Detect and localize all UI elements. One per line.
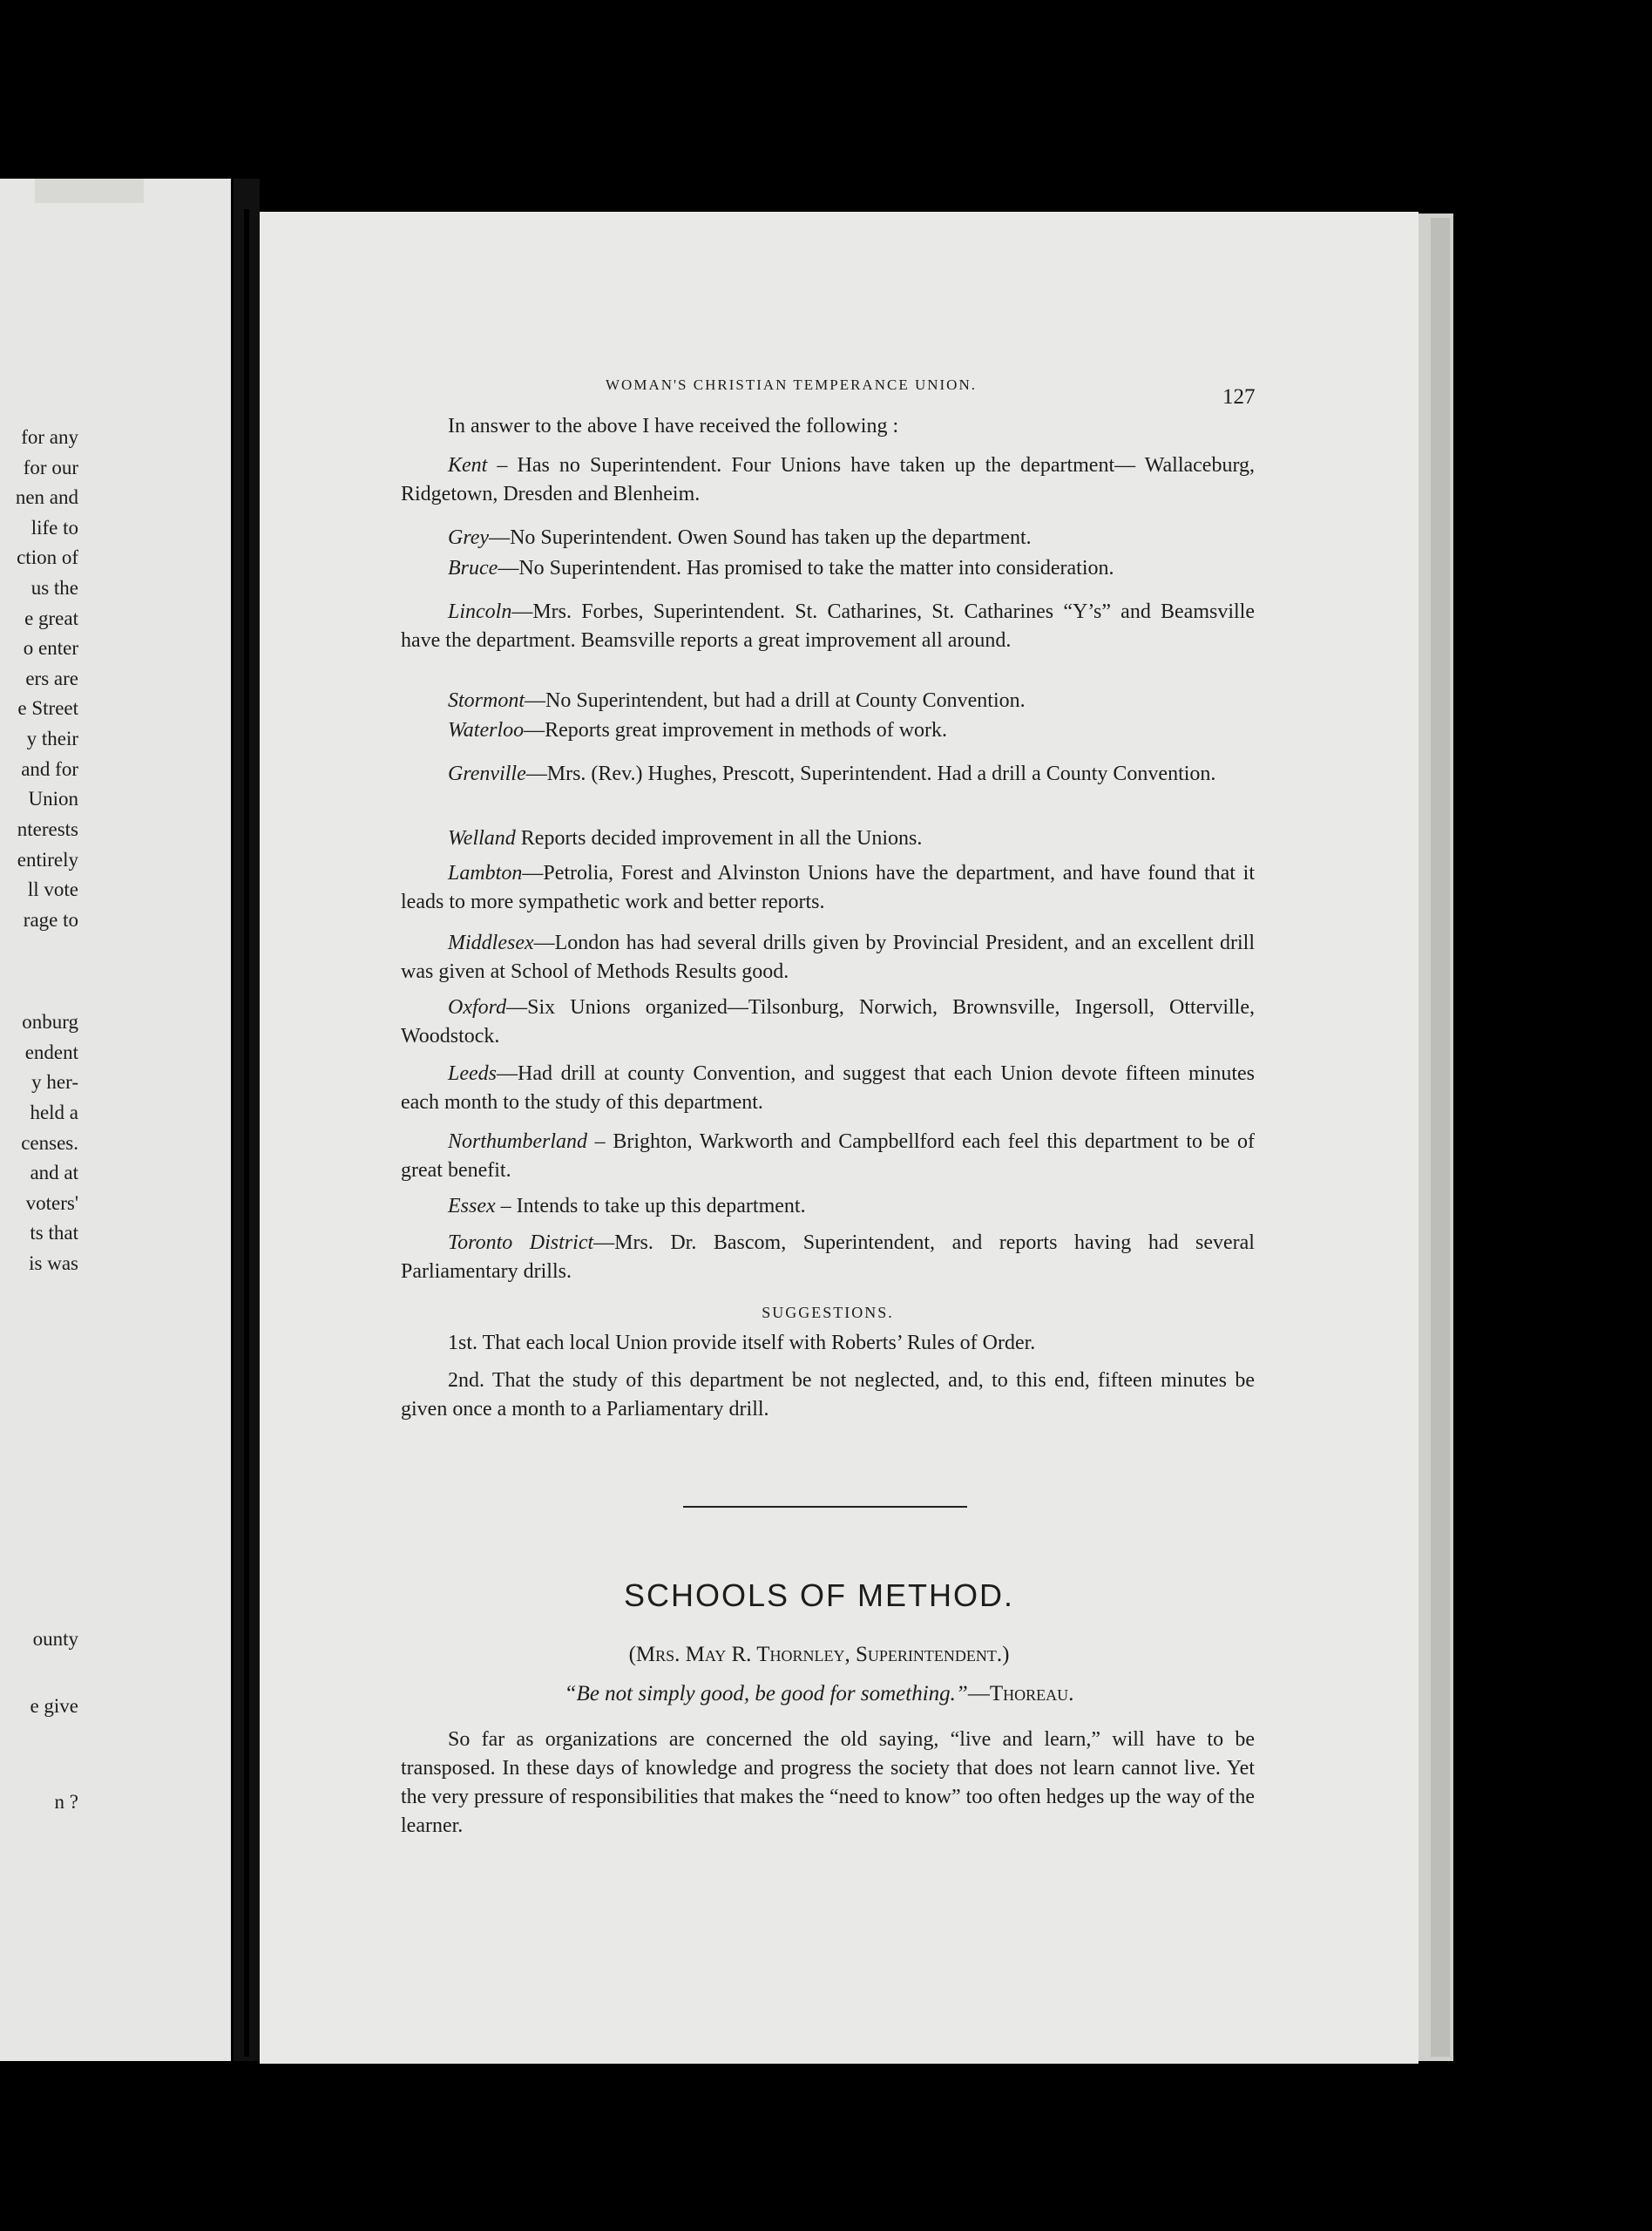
report-text: —No Superintendent, but had a drill at County Convention. bbox=[525, 689, 1026, 712]
report-text: – Intends to take up this department. bbox=[495, 1195, 806, 1217]
county-report bbox=[401, 598, 1255, 655]
left-page-line: for our bbox=[23, 457, 78, 478]
epigraph-author: —Thoreau. bbox=[967, 1682, 1074, 1705]
left-page-line: nen and bbox=[15, 486, 78, 508]
county-report bbox=[401, 993, 1255, 1051]
left-page-line: ction of bbox=[17, 546, 78, 568]
left-page-line: onburg bbox=[22, 1011, 78, 1033]
suggestion-text: That the study of this department be not neglected, and, to this end, fifteen minutes be given once a month to a Parliamentary drill. bbox=[401, 1369, 1255, 1421]
epigraph bbox=[401, 1682, 1237, 1706]
left-page-line: ounty bbox=[32, 1628, 78, 1650]
county-name: Lincoln bbox=[448, 600, 512, 623]
left-page-line: e great bbox=[24, 607, 78, 629]
suggestion-item bbox=[401, 1366, 1255, 1424]
section-title: SCHOOLS OF METHOD. bbox=[623, 1577, 1015, 1613]
county-name: Bruce bbox=[448, 557, 498, 580]
county-name: Essex bbox=[448, 1195, 496, 1217]
county-name: Grey bbox=[448, 526, 490, 549]
left-page-line: endent bbox=[24, 1041, 78, 1063]
right-page-edge-shadow bbox=[1431, 218, 1450, 2057]
suggestions-heading-wrap bbox=[401, 1299, 1255, 1327]
body-paragraph: So far as organizations are concerned the old saying, “live and learn,” will have to be transposed. In these days of knowledge and progress the society that does not learn cannot live. Yet the very pressure of responsibilities that makes the “need to know” too often hedges up the way of the learner. bbox=[401, 1728, 1255, 1837]
county-name: Leeds bbox=[448, 1062, 497, 1085]
suggestion-text: That each local Union provide itself with Roberts’ Rules of Order. bbox=[477, 1332, 1036, 1354]
suggestion-number: 1st. bbox=[448, 1332, 478, 1354]
left-page-line: ers are bbox=[25, 668, 78, 689]
county-name: Waterloo bbox=[448, 719, 525, 742]
suggestions-heading: SUGGESTIONS. bbox=[762, 1304, 894, 1321]
county-report bbox=[401, 1060, 1255, 1117]
left-page-line: e give bbox=[30, 1695, 78, 1717]
suggestion-item bbox=[401, 1329, 1255, 1358]
report-text: —London has had several drills given by Provincial President, and an excellent drill was given at School of Methods Results good. bbox=[401, 932, 1255, 983]
left-page-line: for any bbox=[21, 426, 78, 448]
left-page-line: rage to bbox=[23, 909, 78, 931]
left-page-line: and at bbox=[30, 1162, 78, 1183]
left-page-line: n ? bbox=[54, 1791, 78, 1813]
left-page-line: e Street bbox=[17, 697, 78, 719]
left-page-line: held a bbox=[30, 1102, 78, 1123]
report-text: —Reports great improvement in methods of work. bbox=[524, 719, 948, 742]
report-text: —Mrs. Forbes, Superintendent. St. Catharines, St. Catharines “Y’s” and Beamsville have the department. Beamsville reports a great improvement all around. bbox=[401, 600, 1255, 652]
county-report bbox=[401, 1192, 1255, 1221]
gutter-line bbox=[244, 209, 249, 2057]
county-report bbox=[401, 1229, 1255, 1286]
county-report bbox=[401, 824, 1255, 853]
county-name: Middlesex bbox=[448, 932, 534, 954]
left-page-line: ll vote bbox=[27, 878, 78, 900]
left-page-line: life to bbox=[30, 517, 78, 539]
report-text: —Petrolia, Forest and Alvinston Unions have the department, and have found that it leads to more sympathetic work and better reports. bbox=[401, 862, 1255, 913]
report-text: —Had drill at county Convention, and suggest that each Union devote fifteen minutes each month to the study of this department. bbox=[401, 1062, 1255, 1114]
page-number: 127 bbox=[1222, 385, 1256, 409]
county-name: Stormont bbox=[448, 689, 525, 712]
left-page-line: nterests bbox=[17, 818, 78, 840]
county-report bbox=[401, 760, 1255, 789]
left-page-line: ts that bbox=[30, 1222, 78, 1244]
county-report bbox=[401, 554, 1255, 583]
intro-paragraph: In answer to the above I have received the following : bbox=[448, 415, 899, 437]
county-name: Northumberland bbox=[448, 1130, 588, 1153]
report-text: – Has no Superintendent. Four Unions have taken up the department— Wallaceburg, Ridgetown, Dresden and Blenheim. bbox=[401, 454, 1255, 505]
left-page-line: y their bbox=[26, 728, 78, 749]
county-name: Lambton bbox=[448, 862, 523, 885]
county-name: Kent bbox=[448, 454, 488, 477]
section-divider bbox=[683, 1506, 967, 1508]
report-text: —No Superintendent. Has promised to take the matter into consideration. bbox=[498, 557, 1114, 580]
county-name: Grenville bbox=[448, 763, 526, 785]
report-text: —Six Unions organized—Tilsonburg, Norwich, Brownsville, Ingersoll, Otterville, Woodstock. bbox=[401, 996, 1255, 1048]
left-page-line: y her- bbox=[31, 1071, 78, 1093]
county-report bbox=[401, 859, 1255, 917]
county-report bbox=[401, 929, 1255, 987]
county-name: Oxford bbox=[448, 996, 507, 1019]
county-report bbox=[401, 716, 1255, 745]
report-text: – Brighton, Warkworth and Campbellford each feel this department to be of great benefit. bbox=[401, 1130, 1255, 1182]
byline: (Mrs. May R. Thornley, Superintendent.) bbox=[628, 1643, 1010, 1666]
report-text: —Mrs. (Rev.) Hughes, Prescott, Superintendent. Had a drill a County Convention. bbox=[525, 763, 1216, 785]
report-text: Reports decided improvement in all the Unions. bbox=[515, 827, 923, 850]
left-page-edge bbox=[35, 179, 144, 203]
left-page-line: o enter bbox=[23, 637, 78, 659]
county-report bbox=[401, 451, 1255, 509]
left-page-line: entirely bbox=[17, 849, 78, 871]
county-name: Welland bbox=[448, 827, 516, 850]
report-text: —No Superintendent. Owen Sound has taken up the department. bbox=[489, 526, 1032, 549]
running-head: WOMAN'S CHRISTIAN TEMPERANCE UNION. bbox=[606, 376, 977, 393]
report-text: —Mrs. Dr. Bascom, Superintendent, and reports having had several Parliamentary drills. bbox=[401, 1231, 1255, 1283]
left-page-line: censes. bbox=[21, 1132, 78, 1154]
left-page-line: and for bbox=[21, 758, 78, 780]
epigraph-quote: “Be not simply good, be good for something.” bbox=[564, 1682, 968, 1705]
county-report bbox=[401, 1128, 1255, 1185]
county-report bbox=[401, 687, 1255, 715]
county-name: Toronto District bbox=[448, 1231, 594, 1254]
county-report bbox=[401, 524, 1255, 553]
left-page-line: voters' bbox=[25, 1192, 78, 1214]
suggestion-number: 2nd. bbox=[448, 1369, 484, 1392]
left-page-line: Union bbox=[28, 788, 78, 810]
left-page-line: is was bbox=[29, 1252, 78, 1274]
left-page-line: us the bbox=[30, 577, 78, 599]
